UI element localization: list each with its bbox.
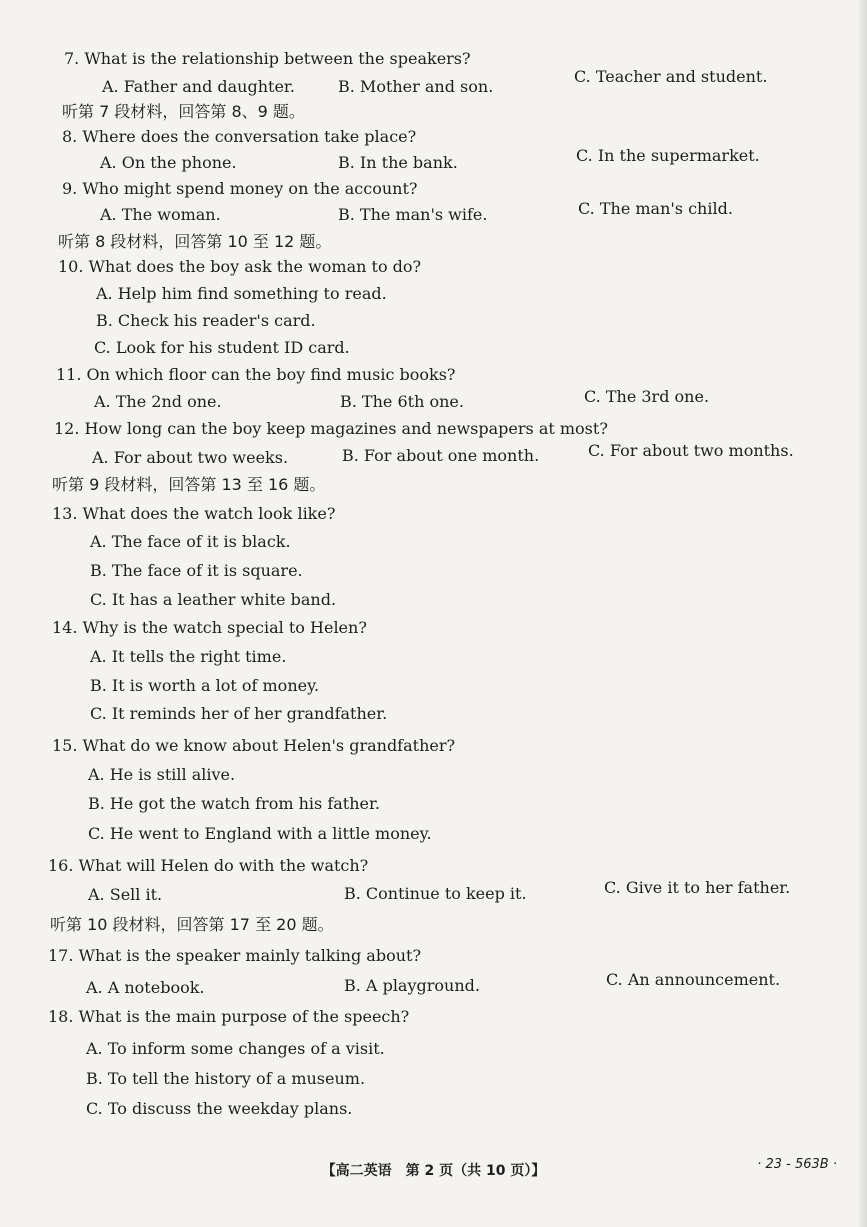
scan-edge-shadow — [857, 0, 867, 1227]
question-14-option-b: B. It is worth a lot of money. — [90, 676, 320, 695]
question-14-option-c: C. It reminds her of her grandfather. — [90, 704, 388, 723]
section-heading-10: 听第 10 段材料，回答第 17 至 20 题。 — [50, 915, 334, 934]
question-17-option-b: B. A playground. — [344, 976, 480, 995]
question-9-option-b: B. The man's wife. — [338, 205, 488, 224]
question-8-option-c: C. In the supermarket. — [576, 146, 760, 165]
question-16-option-b: B. Continue to keep it. — [344, 884, 527, 903]
question-15-option-b: B. He got the watch from his father. — [88, 794, 380, 813]
question-17-option-a: A. A notebook. — [86, 978, 205, 997]
question-8-option-a: A. On the phone. — [100, 153, 237, 172]
question-12-stem: 12. How long can the boy keep magazines and newspapers at most? — [54, 419, 608, 438]
question-14-option-a: A. It tells the right time. — [90, 647, 287, 666]
question-13-stem: 13. What does the watch look like? — [52, 504, 336, 523]
question-7-stem: 7. What is the relationship between the speakers? — [64, 49, 471, 68]
question-7-option-a: A. Father and daughter. — [102, 77, 295, 96]
question-18-stem: 18. What is the main purpose of the speech? — [48, 1007, 410, 1026]
question-15-option-a: A. He is still alive. — [88, 765, 236, 784]
question-16-option-c: C. Give it to her father. — [604, 878, 791, 897]
question-7-option-c: C. Teacher and student. — [574, 67, 768, 86]
page-footer-title: 【高二英语 第 2 页（共 10 页）】 — [321, 1163, 546, 1179]
question-16-stem: 16. What will Helen do with the watch? — [48, 856, 369, 875]
question-11-stem: 11. On which floor can the boy find music books? — [56, 365, 456, 384]
question-12-option-b: B. For about one month. — [342, 446, 540, 465]
question-18-option-a: A. To inform some changes of a visit. — [86, 1039, 385, 1058]
question-7-option-b: B. Mother and son. — [338, 77, 494, 96]
question-15-option-c: C. He went to England with a little money. — [88, 824, 432, 843]
question-12-option-a: A. For about two weeks. — [92, 448, 289, 467]
question-15-stem: 15. What do we know about Helen's grandfather? — [52, 736, 456, 755]
question-16-option-a: A. Sell it. — [88, 885, 163, 904]
question-9-stem: 9. Who might spend money on the account? — [62, 179, 418, 198]
question-12-option-c: C. For about two months. — [588, 441, 794, 460]
question-17-stem: 17. What is the speaker mainly talking about? — [48, 946, 422, 965]
question-11-option-a: A. The 2nd one. — [94, 392, 222, 411]
question-11-option-b: B. The 6th one. — [340, 392, 464, 411]
question-10-option-b: B. Check his reader's card. — [96, 311, 316, 330]
question-18-option-b: B. To tell the history of a museum. — [86, 1069, 366, 1088]
question-18-option-c: C. To discuss the weekday plans. — [86, 1099, 353, 1118]
question-8-stem: 8. Where does the conversation take place? — [62, 127, 417, 146]
section-heading-8: 听第 8 段材料，回答第 10 至 12 题。 — [58, 232, 332, 251]
question-13-option-b: B. The face of it is square. — [90, 561, 303, 580]
exam-code: · 23 - 563B · — [757, 1157, 837, 1172]
question-9-option-c: C. The man's child. — [578, 199, 733, 218]
section-heading-7: 听第 7 段材料，回答第 8、9 题。 — [62, 102, 305, 121]
question-13-option-a: A. The face of it is black. — [90, 532, 291, 551]
question-9-option-a: A. The woman. — [100, 205, 221, 224]
question-14-stem: 14. Why is the watch special to Helen? — [52, 618, 367, 637]
question-8-option-b: B. In the bank. — [338, 153, 458, 172]
question-17-option-c: C. An announcement. — [606, 970, 781, 989]
section-heading-9: 听第 9 段材料，回答第 13 至 16 题。 — [52, 475, 326, 494]
question-13-option-c: C. It has a leather white band. — [90, 590, 337, 609]
question-10-option-a: A. Help him find something to read. — [96, 284, 387, 303]
question-10-option-c: C. Look for his student ID card. — [94, 338, 350, 357]
question-11-option-c: C. The 3rd one. — [584, 387, 710, 406]
question-10-stem: 10. What does the boy ask the woman to do? — [58, 257, 422, 276]
